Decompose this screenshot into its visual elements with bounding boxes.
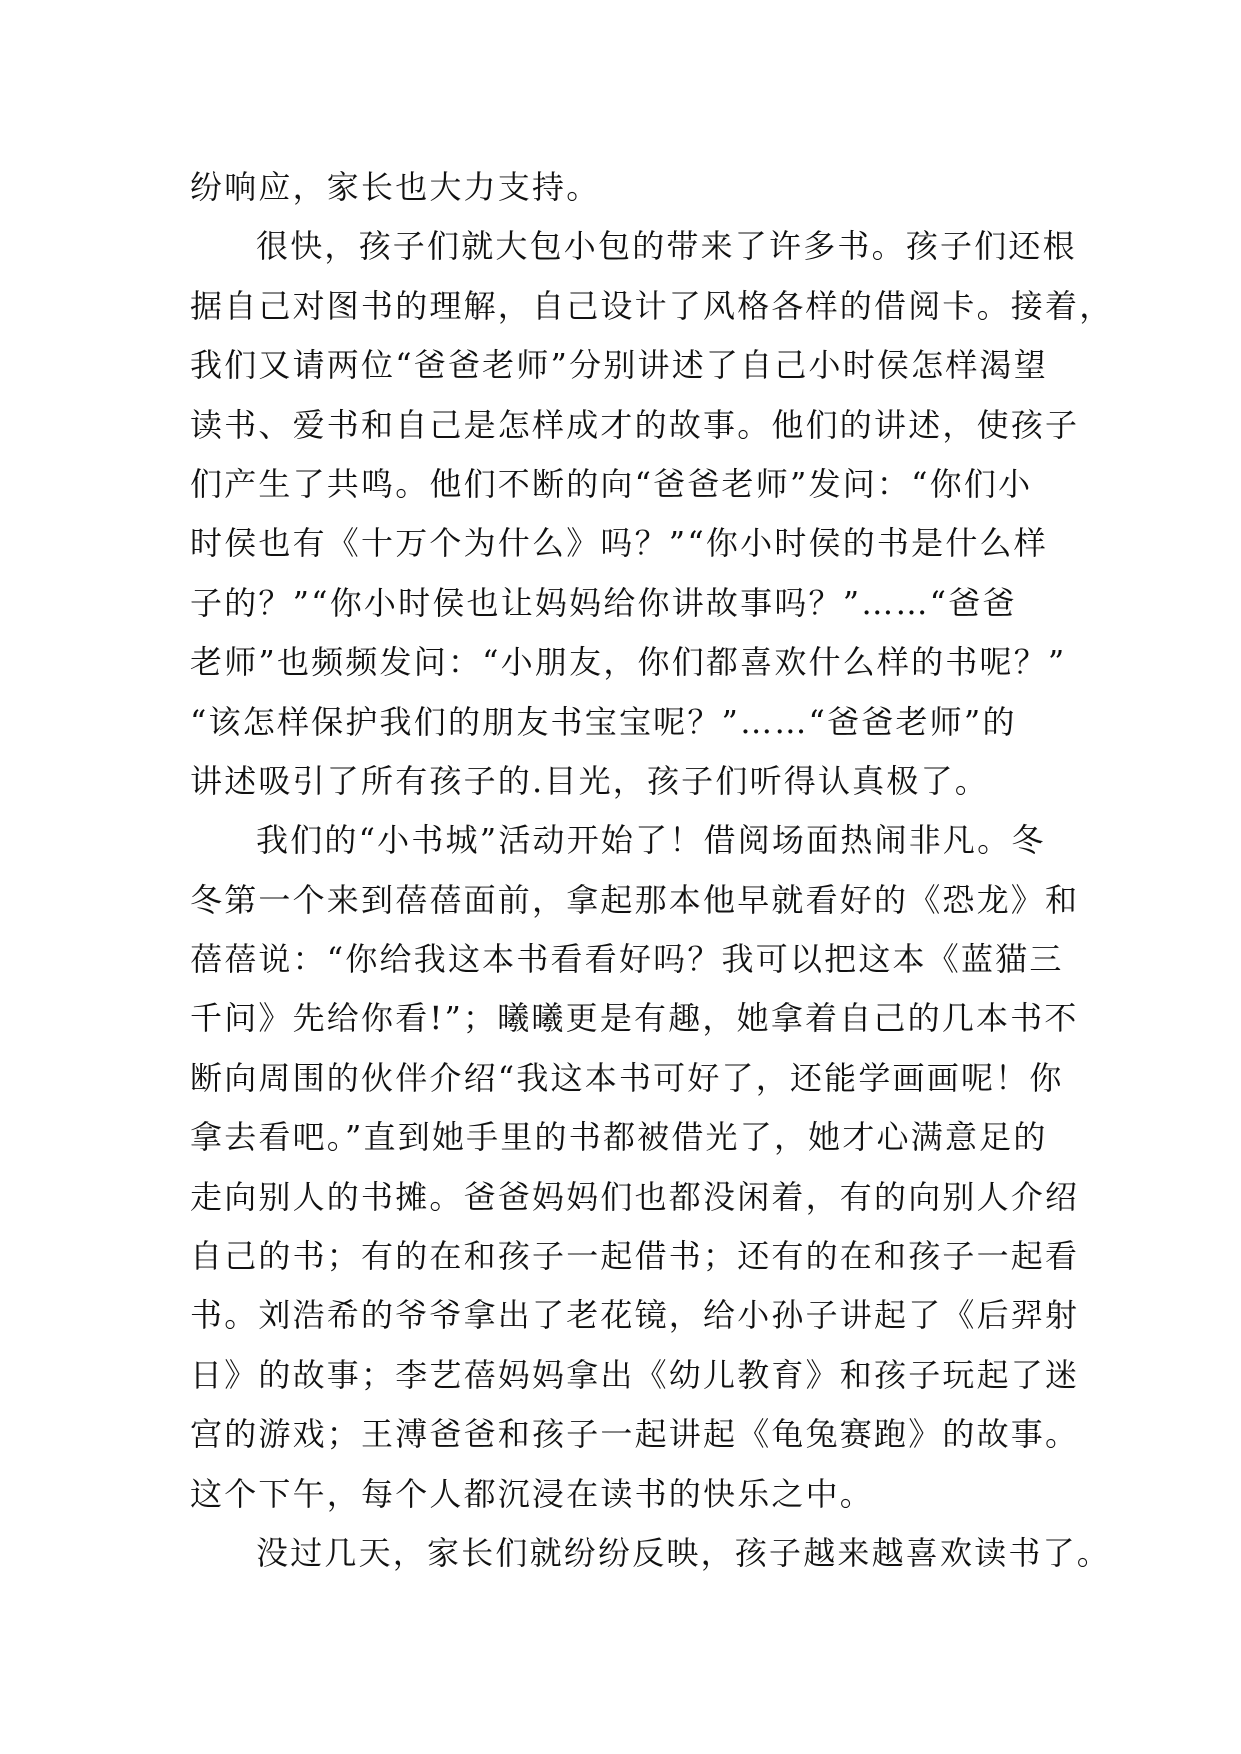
paragraph-start-line: 我们的“小书城”活动开始了！借阅场面热闹非凡。冬 [256,821,1046,860]
text-line: 宫的游戏；王溥爸爸和孩子一起讲起《龟兔赛跑》的故事。 [190,1415,1080,1454]
text-line: 老师”也频频发问：“小朋友，你们都喜欢什么样的书呢？” [190,643,1067,682]
text-line: 断向周围的伙伴介绍“我这本书可好了，还能学画画呢！你 [190,1058,1064,1097]
text-line: 日》的故事；李艺蓓妈妈拿出《幼儿教育》和孩子玩起了迷 [190,1355,1080,1394]
text-line: 蓓蓓说：“你给我这本书看看好吗？我可以把这本《蓝猫三 [190,940,1064,979]
text-line: 纷响应，家长也大力支持。 [190,168,601,206]
text-line: 们产生了共鸣。他们不断的向“爸爸老师”发问：“你们小 [190,464,1033,503]
paragraph-start-line: 没过几天，家长们就纷纷反映，孩子越来越喜欢读书了。 [256,1533,1112,1572]
text-line: 冬第一个来到蓓蓓面前，拿起那本他早就看好的《恐龙》和 [190,880,1080,919]
text-line: 讲述吸引了所有孩子的.目光，孩子们听得认真极了。 [190,761,989,800]
text-line: 子的？”“你小时侯也让妈妈给你讲故事吗？”……“爸爸 [190,583,1017,622]
body-text [190,158,1114,1583]
text-line: 时侯也有《十万个为什么》吗？”“你小时侯的书是什么样 [190,524,1048,563]
text-line: 据自己对图书的理解，自己设计了风格各样的借阅卡。接着， [190,286,1114,325]
text-line: 走向别人的书摊。爸爸妈妈们也都没闲着，有的向别人介绍 [190,1177,1080,1216]
text-line: 我们又请两位“爸爸老师”分别讲述了自己小时侯怎样渴望 [190,346,1048,385]
text-line: 千问》先给你看!”；曦曦更是有趣，她拿着自己的几本书不 [190,999,1079,1038]
paragraph-start-line: 很快，孩子们就大包小包的带来了许多书。孩子们还根 [256,227,1077,266]
text-line: 自己的书；有的在和孩子一起借书；还有的在和孩子一起看 [190,1237,1080,1276]
text-line: 这个下午，每个人都沉浸在读书的快乐之中。 [190,1474,875,1513]
text-line: “该怎样保护我们的朋友书宝宝呢？”……“爸爸老师”的 [190,702,1017,741]
text-line: 书。刘浩希的爷爷拿出了老花镜，给小孙子讲起了《后羿射 [190,1296,1080,1335]
text-line: 拿去看吧。”直到她手里的书都被借光了，她才心满意足的 [190,1118,1048,1157]
text-line: 读书、爱书和自己是怎样成才的故事。他们的讲述，使孩子 [190,405,1080,444]
